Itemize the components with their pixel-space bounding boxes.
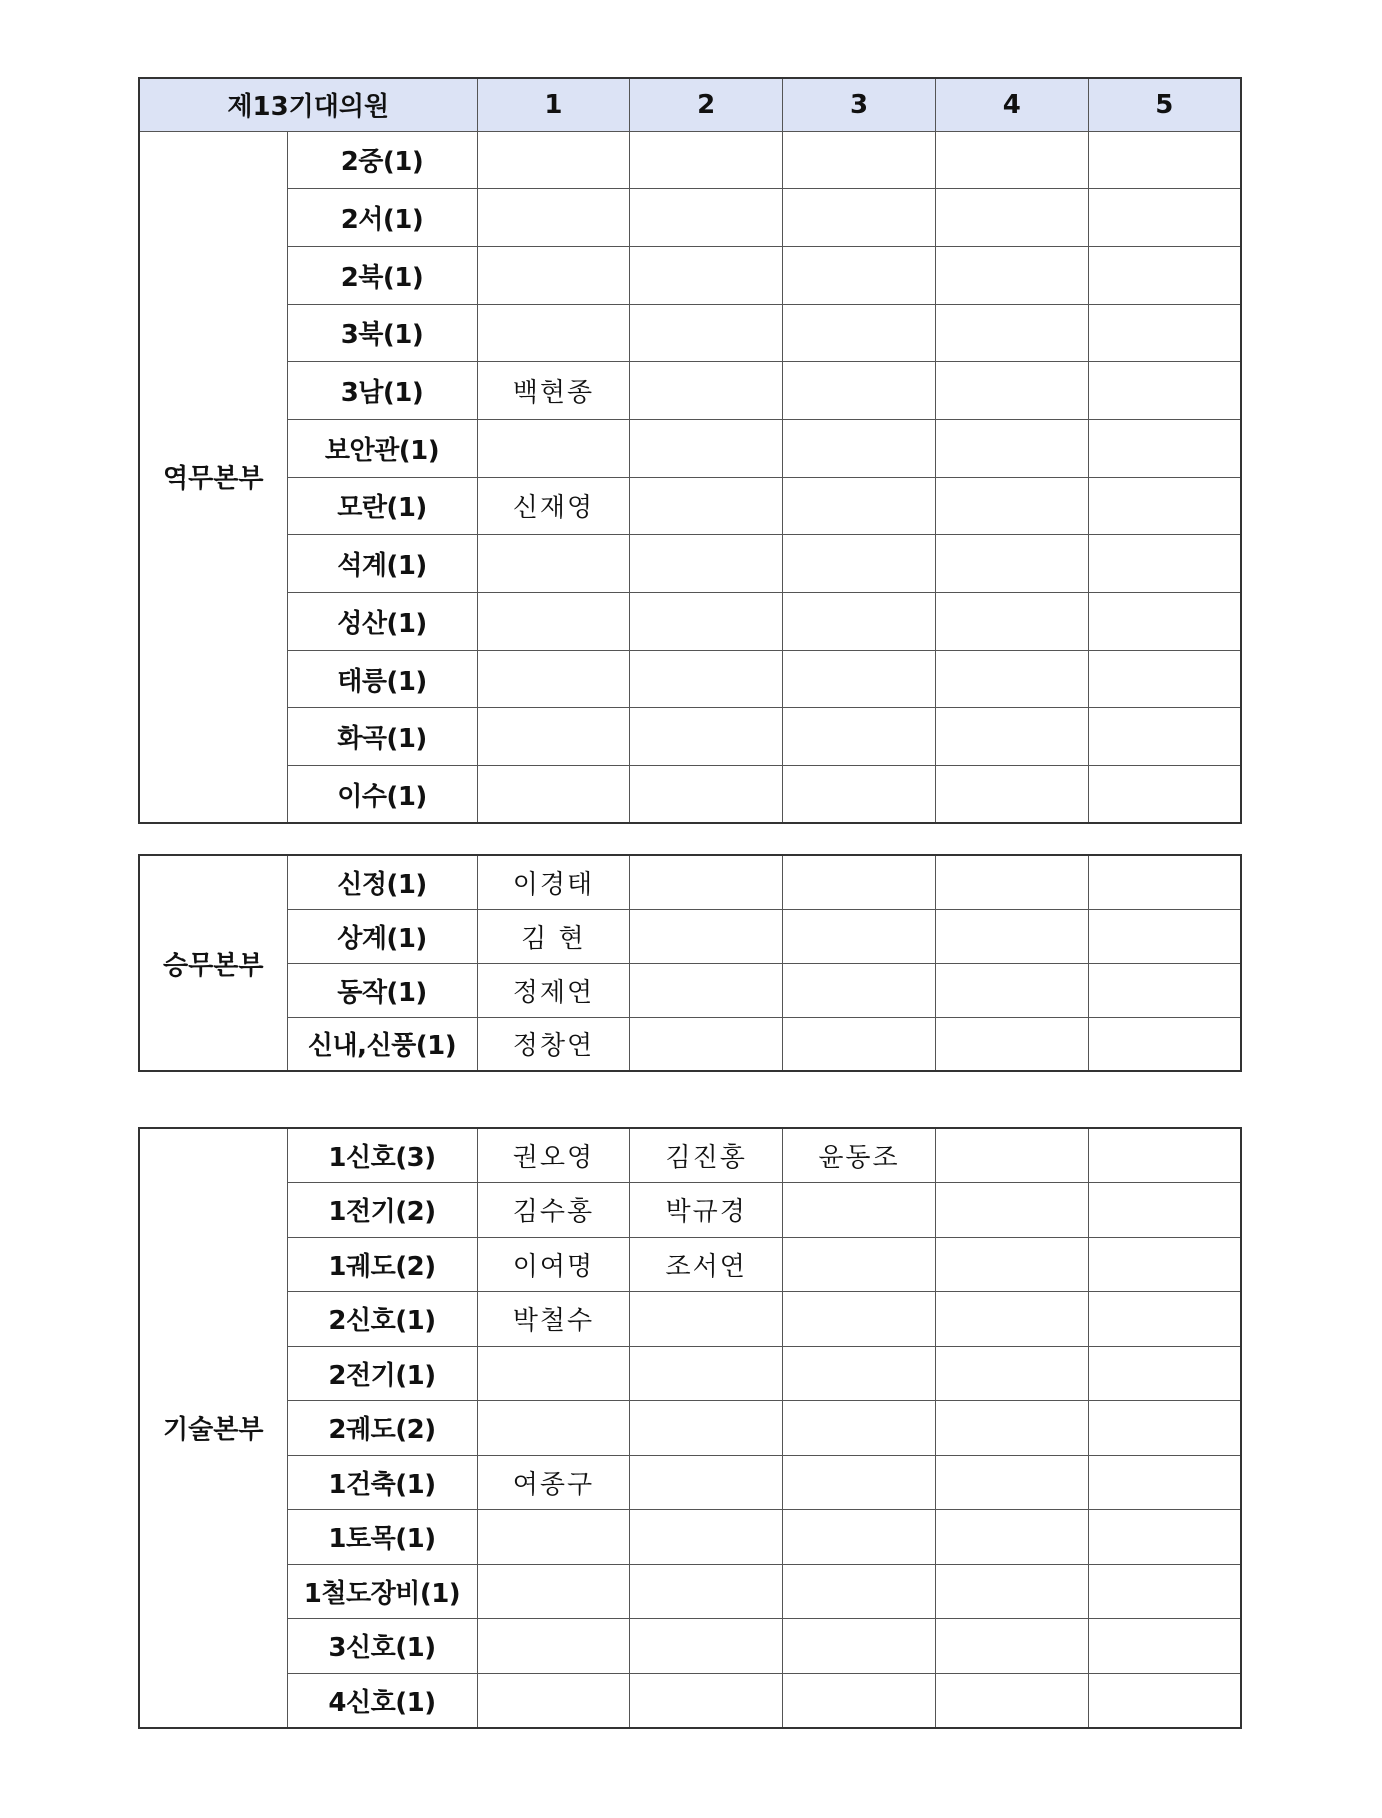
delegate-name-cell — [935, 766, 1088, 824]
delegate-name-cell — [630, 1510, 783, 1565]
unit-label: 2전기(1) — [287, 1346, 477, 1401]
delegate-name-cell — [1088, 362, 1241, 420]
delegate-name-cell — [477, 1401, 630, 1456]
delegate-name-cell — [630, 855, 783, 909]
delegate-name-cell — [1088, 1455, 1241, 1510]
delegate-table-crew — [138, 854, 1242, 1072]
unit-label: 1신호(3) — [287, 1128, 477, 1183]
delegate-name-cell: 조서연 — [630, 1237, 783, 1292]
delegate-name-cell — [783, 963, 936, 1017]
delegate-name-cell — [1088, 855, 1241, 909]
delegate-name-cell — [630, 593, 783, 651]
table-row — [139, 1017, 1241, 1071]
unit-label: 보안관(1) — [287, 419, 477, 477]
delegate-name-cell — [630, 1619, 783, 1674]
delegate-name-cell — [477, 1673, 630, 1728]
delegate-name-cell — [630, 1017, 783, 1071]
delegate-name-cell — [783, 593, 936, 651]
delegate-name-cell — [935, 909, 1088, 963]
delegate-name-cell — [477, 535, 630, 593]
header-row — [139, 78, 1241, 131]
delegate-name-cell — [783, 189, 936, 247]
delegate-name-cell — [1088, 1346, 1241, 1401]
delegate-name-cell: 정제연 — [477, 963, 630, 1017]
department-label: 승무본부 — [139, 855, 287, 1071]
delegate-name-cell — [935, 246, 1088, 304]
delegate-name-cell — [630, 1346, 783, 1401]
delegate-name-cell — [935, 1346, 1088, 1401]
delegate-name-cell — [935, 1017, 1088, 1071]
delegate-name-cell — [935, 1292, 1088, 1347]
delegate-name-cell — [1088, 1128, 1241, 1183]
delegate-name-cell — [935, 1237, 1088, 1292]
delegate-name-cell: 정창연 — [477, 1017, 630, 1071]
unit-label: 3신호(1) — [287, 1619, 477, 1674]
table-row — [139, 909, 1241, 963]
delegate-name-cell — [935, 362, 1088, 420]
delegate-name-cell — [1088, 1292, 1241, 1347]
unit-label: 1궤도(2) — [287, 1237, 477, 1292]
delegate-name-cell — [783, 1237, 936, 1292]
delegate-table-station — [138, 77, 1242, 824]
delegate-name-cell — [630, 304, 783, 362]
table-row — [139, 131, 1241, 189]
delegate-name-cell — [935, 650, 1088, 708]
delegate-name-cell — [1088, 535, 1241, 593]
delegate-name-cell — [1088, 909, 1241, 963]
table-row — [139, 1619, 1241, 1674]
delegate-name-cell — [477, 419, 630, 477]
delegate-name-cell — [1088, 131, 1241, 189]
delegate-name-cell — [935, 593, 1088, 651]
delegate-name-cell — [630, 909, 783, 963]
unit-label: 2궤도(2) — [287, 1401, 477, 1456]
table-row — [139, 708, 1241, 766]
unit-label: 3남(1) — [287, 362, 477, 420]
header-col: 5 — [1088, 78, 1241, 131]
delegate-name-cell — [1088, 1619, 1241, 1674]
delegate-name-cell — [783, 1564, 936, 1619]
table-row — [139, 1292, 1241, 1347]
delegate-name-cell — [935, 477, 1088, 535]
delegate-name-cell — [783, 535, 936, 593]
delegate-name-cell — [1088, 1564, 1241, 1619]
delegate-name-cell — [477, 593, 630, 651]
unit-label: 모란(1) — [287, 477, 477, 535]
table-row — [139, 246, 1241, 304]
delegate-name-cell — [783, 419, 936, 477]
delegate-name-cell — [783, 1455, 936, 1510]
delegate-name-cell — [630, 246, 783, 304]
table-row — [139, 1346, 1241, 1401]
delegate-name-cell — [630, 766, 783, 824]
table-row — [139, 1401, 1241, 1456]
delegate-name-cell — [783, 246, 936, 304]
delegate-name-cell — [630, 535, 783, 593]
delegate-name-cell — [477, 708, 630, 766]
delegate-name-cell — [1088, 1017, 1241, 1071]
delegate-name-cell — [935, 1673, 1088, 1728]
delegate-name-cell — [630, 1292, 783, 1347]
table-row — [139, 1564, 1241, 1619]
delegate-name-cell — [1088, 1510, 1241, 1565]
delegate-name-cell — [1088, 1237, 1241, 1292]
table-row — [139, 1455, 1241, 1510]
delegate-name-cell — [477, 1510, 630, 1565]
table-row — [139, 362, 1241, 420]
unit-label: 신정(1) — [287, 855, 477, 909]
unit-label: 4신호(1) — [287, 1673, 477, 1728]
delegate-name-cell: 신재영 — [477, 477, 630, 535]
delegate-name-cell — [477, 189, 630, 247]
delegate-name-cell — [1088, 246, 1241, 304]
delegate-name-cell — [783, 1346, 936, 1401]
delegate-name-cell — [783, 855, 936, 909]
table-row — [139, 304, 1241, 362]
delegate-name-cell — [935, 855, 1088, 909]
delegate-name-cell — [783, 1619, 936, 1674]
delegate-name-cell — [1088, 1183, 1241, 1238]
delegate-name-cell — [477, 246, 630, 304]
delegate-name-cell — [935, 963, 1088, 1017]
delegate-name-cell — [630, 419, 783, 477]
table-row — [139, 1510, 1241, 1565]
table-row — [139, 1237, 1241, 1292]
delegate-name-cell: 박철수 — [477, 1292, 630, 1347]
unit-label: 2신호(1) — [287, 1292, 477, 1347]
delegate-name-cell — [1088, 708, 1241, 766]
delegate-name-cell — [1088, 304, 1241, 362]
delegate-name-cell — [935, 708, 1088, 766]
delegate-name-cell — [1088, 477, 1241, 535]
delegate-name-cell — [630, 963, 783, 1017]
table-row — [139, 477, 1241, 535]
delegate-name-cell — [630, 1564, 783, 1619]
table-row — [139, 963, 1241, 1017]
delegate-name-cell — [477, 131, 630, 189]
unit-label: 2서(1) — [287, 189, 477, 247]
unit-label: 1철도장비(1) — [287, 1564, 477, 1619]
header-col: 3 — [783, 78, 936, 131]
unit-label: 화곡(1) — [287, 708, 477, 766]
delegate-name-cell — [783, 1401, 936, 1456]
delegate-name-cell — [783, 766, 936, 824]
delegate-name-cell — [935, 1510, 1088, 1565]
delegate-name-cell — [1088, 650, 1241, 708]
delegate-name-cell — [935, 189, 1088, 247]
unit-label: 2중(1) — [287, 131, 477, 189]
delegate-name-cell — [783, 1673, 936, 1728]
delegate-name-cell — [935, 1564, 1088, 1619]
table-row — [139, 593, 1241, 651]
header-col: 4 — [935, 78, 1088, 131]
delegate-name-cell — [783, 708, 936, 766]
delegate-name-cell — [630, 708, 783, 766]
delegate-name-cell — [477, 1346, 630, 1401]
delegate-name-cell — [783, 477, 936, 535]
table-row — [139, 189, 1241, 247]
delegate-name-cell — [1088, 593, 1241, 651]
delegate-name-cell: 이경태 — [477, 855, 630, 909]
table-row — [139, 1128, 1241, 1183]
delegate-name-cell — [477, 650, 630, 708]
delegate-name-cell — [935, 1455, 1088, 1510]
delegate-name-cell: 윤동조 — [783, 1128, 936, 1183]
unit-label: 2북(1) — [287, 246, 477, 304]
delegate-name-cell — [935, 419, 1088, 477]
delegate-name-cell — [630, 362, 783, 420]
delegate-name-cell — [630, 1673, 783, 1728]
delegate-name-cell: 여종구 — [477, 1455, 630, 1510]
delegate-name-cell — [1088, 963, 1241, 1017]
delegate-name-cell — [1088, 1401, 1241, 1456]
unit-label: 3북(1) — [287, 304, 477, 362]
delegate-name-cell — [783, 1017, 936, 1071]
delegate-name-cell — [1088, 1673, 1241, 1728]
delegate-name-cell — [630, 131, 783, 189]
header-col: 1 — [477, 78, 630, 131]
delegate-name-cell — [783, 1183, 936, 1238]
delegate-name-cell — [935, 1128, 1088, 1183]
delegate-name-cell — [1088, 419, 1241, 477]
delegate-name-cell — [630, 189, 783, 247]
table-row — [139, 766, 1241, 824]
table-row — [139, 1183, 1241, 1238]
unit-label: 1건축(1) — [287, 1455, 477, 1510]
delegate-name-cell — [630, 1455, 783, 1510]
delegate-name-cell — [783, 1510, 936, 1565]
delegate-name-cell — [477, 1564, 630, 1619]
delegate-name-cell — [783, 650, 936, 708]
unit-label: 1전기(2) — [287, 1183, 477, 1238]
delegate-name-cell — [783, 362, 936, 420]
unit-label: 상계(1) — [287, 909, 477, 963]
department-label: 기술본부 — [139, 1128, 287, 1728]
delegate-name-cell — [783, 1292, 936, 1347]
delegate-name-cell: 김수홍 — [477, 1183, 630, 1238]
delegate-name-cell — [630, 1401, 783, 1456]
table-row — [139, 419, 1241, 477]
unit-label: 성산(1) — [287, 593, 477, 651]
unit-label: 이수(1) — [287, 766, 477, 824]
delegate-name-cell — [783, 304, 936, 362]
delegate-name-cell — [477, 1619, 630, 1674]
table-row — [139, 855, 1241, 909]
delegate-name-cell: 이여명 — [477, 1237, 630, 1292]
delegate-name-cell — [1088, 766, 1241, 824]
delegate-name-cell — [935, 131, 1088, 189]
table-row — [139, 535, 1241, 593]
delegate-name-cell — [477, 766, 630, 824]
delegate-name-cell — [935, 1401, 1088, 1456]
unit-label: 태릉(1) — [287, 650, 477, 708]
unit-label: 신내,신풍(1) — [287, 1017, 477, 1071]
delegate-table-tech — [138, 1127, 1242, 1729]
delegate-name-cell — [630, 477, 783, 535]
delegate-name-cell — [935, 535, 1088, 593]
header-col: 2 — [630, 78, 783, 131]
delegate-name-cell: 백현종 — [477, 362, 630, 420]
delegate-name-cell: 권오영 — [477, 1128, 630, 1183]
unit-label: 석계(1) — [287, 535, 477, 593]
delegate-name-cell — [935, 1619, 1088, 1674]
table-row — [139, 650, 1241, 708]
delegate-name-cell — [477, 304, 630, 362]
unit-label: 1토목(1) — [287, 1510, 477, 1565]
delegate-name-cell — [935, 304, 1088, 362]
unit-label: 동작(1) — [287, 963, 477, 1017]
delegate-name-cell — [630, 650, 783, 708]
delegate-name-cell — [783, 131, 936, 189]
delegate-name-cell: 박규경 — [630, 1183, 783, 1238]
delegate-name-cell: 김진홍 — [630, 1128, 783, 1183]
department-label: 역무본부 — [139, 131, 287, 823]
delegate-name-cell: 김 현 — [477, 909, 630, 963]
delegate-name-cell — [1088, 189, 1241, 247]
table-row — [139, 1673, 1241, 1728]
delegate-name-cell — [935, 1183, 1088, 1238]
delegate-name-cell — [783, 909, 936, 963]
header-title: 제13기대의원 — [139, 78, 477, 131]
